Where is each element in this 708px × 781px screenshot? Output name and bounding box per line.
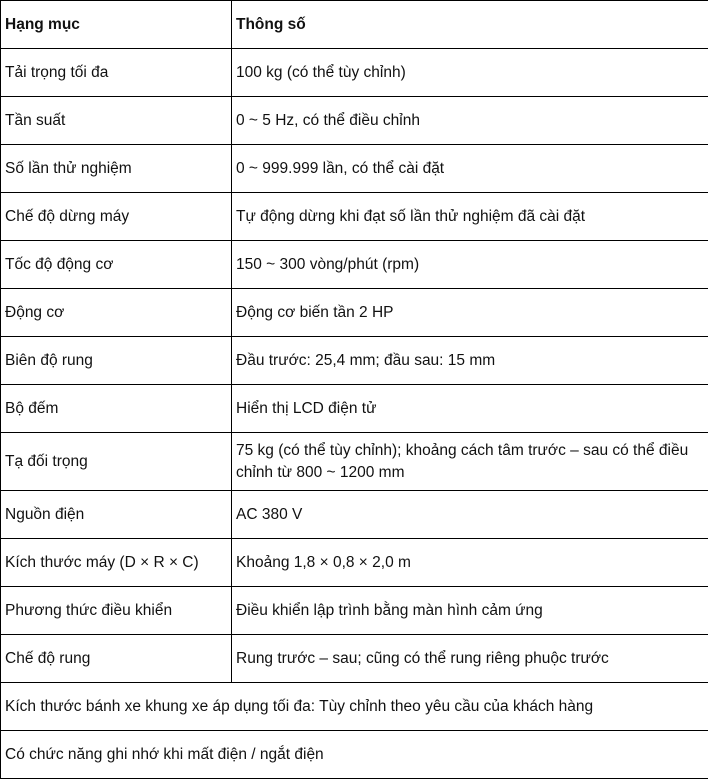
row-label: Số lần thử nghiệm (1, 145, 232, 193)
table-row (1, 337, 708, 385)
row-value: Tự động dừng khi đạt số lần thử nghiệm đã cài đặt (232, 193, 708, 241)
row-value: Hiển thị LCD điện tử (232, 385, 708, 433)
row-value: 150 ~ 300 vòng/phút (rpm) (232, 241, 708, 289)
table-row (1, 433, 708, 491)
note-row (1, 683, 708, 731)
table-row (1, 385, 708, 433)
note-text: Có chức năng ghi nhớ khi mất điện / ngắt điện (1, 731, 708, 779)
row-label: Nguồn điện (1, 491, 232, 539)
row-label: Bộ đếm (1, 385, 232, 433)
row-value: Đầu trước: 25,4 mm; đầu sau: 15 mm (232, 337, 708, 385)
row-label: Động cơ (1, 289, 232, 337)
row-label: Tần suất (1, 97, 232, 145)
row-label: Phương thức điều khiển (1, 587, 232, 635)
table-row (1, 241, 708, 289)
table-row (1, 97, 708, 145)
row-label: Biên độ rung (1, 337, 232, 385)
row-value: AC 380 V (232, 491, 708, 539)
table-row (1, 289, 708, 337)
row-label: Chế độ rung (1, 635, 232, 683)
row-label: Tốc độ động cơ (1, 241, 232, 289)
table-row (1, 539, 708, 587)
row-value: Điều khiển lập trình bằng màn hình cảm ứng (232, 587, 708, 635)
row-label: Tải trọng tối đa (1, 49, 232, 97)
row-value: 100 kg (có thể tùy chỉnh) (232, 49, 708, 97)
table-row (1, 145, 708, 193)
row-value: Động cơ biến tần 2 HP (232, 289, 708, 337)
note-text: Kích thước bánh xe khung xe áp dụng tối đa: Tùy chỉnh theo yêu cầu của khách hàng (1, 683, 708, 731)
table-row (1, 49, 708, 97)
row-value: 0 ~ 5 Hz, có thể điều chỉnh (232, 97, 708, 145)
header-spec: Thông số (232, 1, 708, 49)
row-value: 0 ~ 999.999 lần, có thể cài đặt (232, 145, 708, 193)
table-row (1, 491, 708, 539)
row-value: Rung trước – sau; cũng có thể rung riêng phuộc trước (232, 635, 708, 683)
header-row (1, 1, 708, 49)
header-item: Hạng mục (1, 1, 232, 49)
table-row (1, 635, 708, 683)
row-label: Kích thước máy (D × R × C) (1, 539, 232, 587)
row-label: Tạ đối trọng (1, 433, 232, 491)
row-value: Khoảng 1,8 × 0,8 × 2,0 m (232, 539, 708, 587)
row-label: Chế độ dừng máy (1, 193, 232, 241)
row-value: 75 kg (có thể tùy chỉnh); khoảng cách tâm trước – sau có thể điều chỉnh từ 800 ~ 1200 mm (232, 433, 708, 491)
table-row (1, 587, 708, 635)
table-row (1, 193, 708, 241)
note-row (1, 731, 708, 779)
